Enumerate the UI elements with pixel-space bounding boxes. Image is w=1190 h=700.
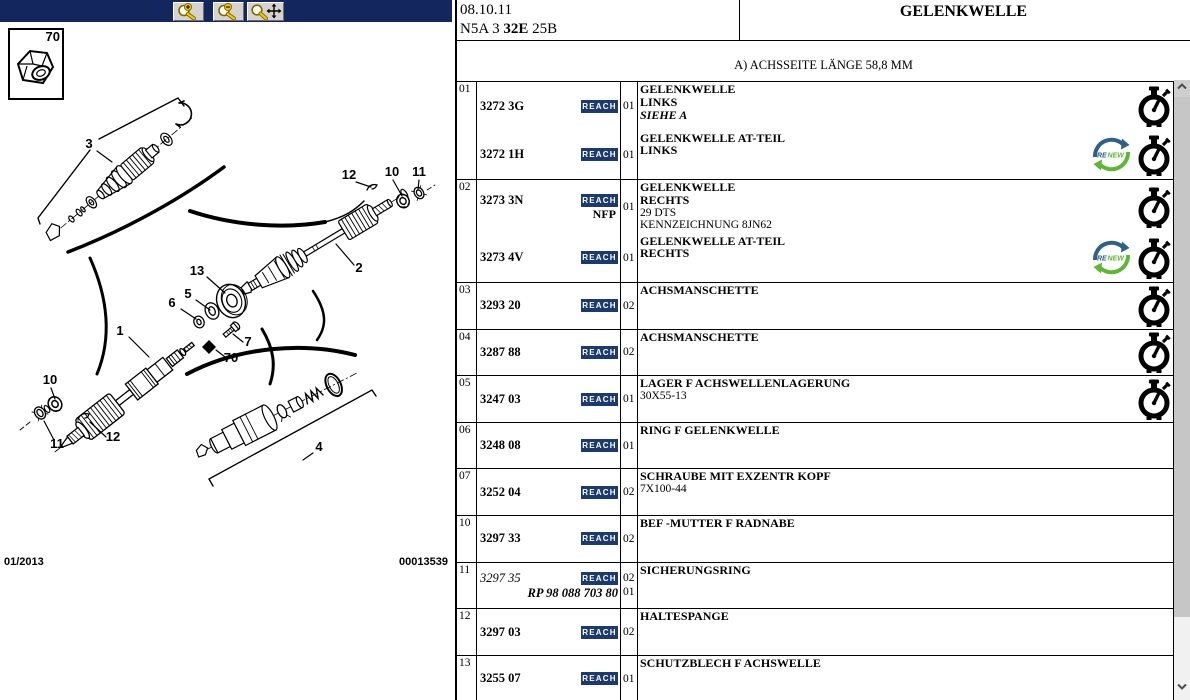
reach-badge[interactable]: REACH (582, 627, 617, 637)
diagram-hotspot-4-14[interactable]: 4 (315, 439, 323, 454)
description-line: SCHUTZBLECH F ACHSWELLE (640, 655, 821, 670)
reach-badge[interactable]: REACH (582, 394, 617, 404)
svg-text:NEW: NEW (1107, 152, 1124, 160)
thumbnail-part-number: 70 (45, 29, 60, 44)
part-number[interactable]: 3273 4V (480, 250, 524, 265)
stopwatch-icon (1137, 85, 1171, 127)
description-cell (638, 516, 1173, 562)
panel-header (457, 0, 1190, 41)
description-cell (638, 563, 1173, 609)
part-row-11[interactable] (457, 563, 1173, 610)
row-ref-number: 05 (457, 376, 477, 422)
diagram-hotspot-10-11[interactable]: 10 (42, 372, 58, 387)
part-number[interactable]: 3287 88 (480, 344, 521, 359)
reach-badge[interactable]: REACH (582, 101, 617, 111)
svg-text:RE: RE (1097, 255, 1107, 263)
row-ref-number: 07 (457, 469, 477, 515)
stopwatch-icon (1137, 237, 1171, 279)
part-row-06[interactable] (457, 423, 1173, 470)
row-ref-number: 04 (457, 330, 477, 376)
row-ref-number: 10 (457, 516, 477, 562)
part-number[interactable]: 3255 07 (480, 671, 521, 686)
svg-text:RE: RE (1097, 152, 1107, 160)
description-line: GELENKWELLE AT-TEIL (640, 233, 786, 248)
parts-table (457, 81, 1174, 700)
description-line: RING F GELENKWELLE (640, 422, 780, 437)
part-row-07[interactable] (457, 469, 1173, 516)
reach-badge[interactable]: REACH (582, 534, 617, 544)
description-cell (638, 283, 1173, 329)
catalog-reference (457, 0, 740, 41)
diagram-number: 00013539 (399, 556, 448, 568)
part-row-10[interactable] (457, 516, 1173, 563)
stopwatch-icon (1137, 331, 1171, 373)
part-number[interactable]: 3297 03 (480, 624, 521, 639)
diagram-hotspot-6-7[interactable]: 6 (168, 295, 176, 310)
part-row-03[interactable] (457, 283, 1173, 330)
description-cell (638, 180, 1173, 234)
part-number[interactable]: 3252 04 (480, 484, 521, 499)
re-new-exchange-icon (1091, 134, 1132, 175)
vertical-scrollbar[interactable] (1174, 80, 1190, 700)
description-cell (638, 656, 1173, 700)
part-number[interactable]: 3248 08 (480, 438, 521, 453)
description-line: GELENKWELLE AT-TEIL (640, 130, 786, 145)
diagram-hotspot-11-3[interactable]: 11 (412, 164, 426, 179)
part-row-12[interactable] (457, 609, 1173, 656)
quantity-cell: 01 (621, 376, 638, 422)
description-line: LINKS (640, 94, 678, 109)
part-row-02[interactable] (457, 180, 1173, 283)
part-number[interactable]: 3297 33 (480, 531, 521, 546)
quantity-cell: 02 (621, 283, 638, 329)
diagram-hotspot-1-8[interactable]: 1 (116, 323, 124, 338)
part-note: NFP (592, 206, 616, 221)
part-row-04[interactable] (457, 330, 1173, 377)
description-line: 7X100-44 (640, 483, 687, 496)
diagram-hotspot-70-10[interactable]: 70 (223, 350, 239, 365)
quantity-cell: 01 (621, 423, 638, 469)
row-ref-number: 02 (457, 180, 477, 282)
stopwatch-icon (1137, 186, 1171, 228)
part-number[interactable]: 3247 03 (480, 391, 521, 406)
description-line: 29 DTS (640, 206, 677, 219)
row-ref-number: 01 (457, 82, 477, 179)
parts-panel (455, 0, 1190, 700)
description-line: GELENKWELLE (640, 180, 736, 194)
reach-badge[interactable]: REACH (582, 253, 617, 263)
svg-text:NEW: NEW (1107, 255, 1124, 263)
quantity-cell: 01 (621, 180, 638, 234)
diagram-hotspot-3-0[interactable]: 3 (85, 136, 93, 151)
part-row-01[interactable] (457, 82, 1173, 180)
description-line: RECHTS (640, 192, 690, 207)
row-ref-number: 06 (457, 423, 477, 469)
section-label: A) ACHSSEITE LÄNGE 58,8 MM (734, 58, 913, 72)
reach-badge[interactable]: REACH (582, 301, 617, 311)
description-line: SIEHE A (640, 107, 688, 122)
description-cell (638, 376, 1173, 422)
scroll-up-button[interactable] (1174, 80, 1190, 97)
description-line: ACHSMANSCHETTE (640, 283, 759, 298)
quantity-cell: 01 (621, 656, 638, 700)
diagram-hotspot-2-4[interactable]: 2 (355, 260, 363, 275)
page-title: GELENKWELLE (899, 3, 1028, 20)
description-cell (638, 609, 1173, 655)
description-cell (638, 234, 1173, 283)
replacement-part-number[interactable]: RP 98 088 703 80 (527, 585, 618, 600)
scroll-down-button[interactable] (1174, 680, 1190, 697)
reach-badge[interactable]: REACH (582, 347, 617, 357)
description-line: SCHRAUBE MIT EXZENTR KOPF (640, 469, 831, 484)
quantity-cell: 01 (621, 82, 638, 131)
chevron-up-icon (1177, 83, 1187, 90)
part-row-13[interactable] (457, 656, 1173, 700)
stopwatch-icon (1137, 134, 1171, 176)
exploded-view-diagram (0, 0, 455, 700)
reach-badge[interactable]: REACH (582, 150, 617, 160)
scrollbar-thumb[interactable] (1174, 97, 1190, 617)
row-ref-number: 13 (457, 656, 477, 700)
description-line: RECHTS (640, 246, 690, 261)
description-line: GELENKWELLE (640, 82, 736, 96)
catalog-code: N5A 3 32E 25B (460, 21, 558, 37)
diagram-hotspot-5-6[interactable]: 5 (184, 286, 192, 301)
stopwatch-icon (1137, 378, 1171, 420)
stopwatch-icon (1137, 285, 1171, 327)
re-new-exchange-icon (1091, 237, 1132, 278)
diagram-date: 01/2013 (4, 556, 44, 568)
part-number[interactable]: 3272 3G (480, 98, 525, 113)
quantity-cell: 02 (621, 609, 638, 655)
description-line: SICHERUNGSRING (640, 562, 751, 577)
description-line: KENNZEICHNUNG 8JN62 (640, 219, 772, 232)
description-line: HALTESPANGE (640, 609, 729, 624)
chevron-down-icon (1177, 683, 1187, 690)
diagram-hotspot-12-1[interactable]: 12 (341, 167, 357, 182)
diagram-hotspot-7-9[interactable]: 7 (244, 334, 252, 349)
quantity-cell: 02 01 (621, 563, 638, 609)
diagram-hotspot-11-12[interactable]: 11 (50, 436, 64, 451)
quantity-cell: 02 (621, 516, 638, 562)
part-number[interactable]: 3272 1H (480, 147, 525, 162)
description-line: LINKS (640, 143, 678, 158)
reach-badge[interactable]: REACH (582, 674, 617, 684)
catalog-date: 08.10.11 (460, 2, 512, 18)
quantity-cell: 02 (621, 330, 638, 376)
part-number[interactable]: 3273 3N (480, 192, 524, 207)
part-row-05[interactable] (457, 376, 1173, 423)
quantity-cell: 01 (621, 131, 638, 180)
diagram-hotspot-13-5[interactable]: 13 (189, 263, 205, 278)
description-line: 30X55-13 (640, 390, 687, 403)
quantity-cell: 01 (621, 234, 638, 283)
row-ref-number: 11 (457, 563, 477, 609)
description-line: LAGER F ACHSWELLENLAGERUNG (640, 376, 851, 391)
part-number[interactable]: 3293 20 (480, 298, 521, 313)
description-cell (638, 423, 1173, 469)
description-cell (638, 131, 1173, 180)
row-ref-number: 12 (457, 609, 477, 655)
reach-badge[interactable]: REACH (582, 195, 617, 205)
description-cell (638, 330, 1173, 376)
reach-badge[interactable]: REACH (582, 441, 617, 451)
description-cell (638, 469, 1173, 515)
part-number[interactable]: 3297 35 (480, 570, 521, 585)
description-cell (638, 82, 1173, 131)
reach-badge[interactable]: REACH (582, 573, 617, 583)
description-line: ACHSMANSCHETTE (640, 329, 759, 344)
quantity-cell: 02 (621, 469, 638, 515)
row-ref-number: 03 (457, 283, 477, 329)
reach-badge[interactable]: REACH (582, 487, 617, 497)
description-line: BEF -MUTTER F RADNABE (640, 516, 795, 531)
diagram-hotspot-10-2[interactable]: 10 (384, 164, 400, 179)
diagram-hotspot-12-13[interactable]: 12 (105, 429, 121, 444)
